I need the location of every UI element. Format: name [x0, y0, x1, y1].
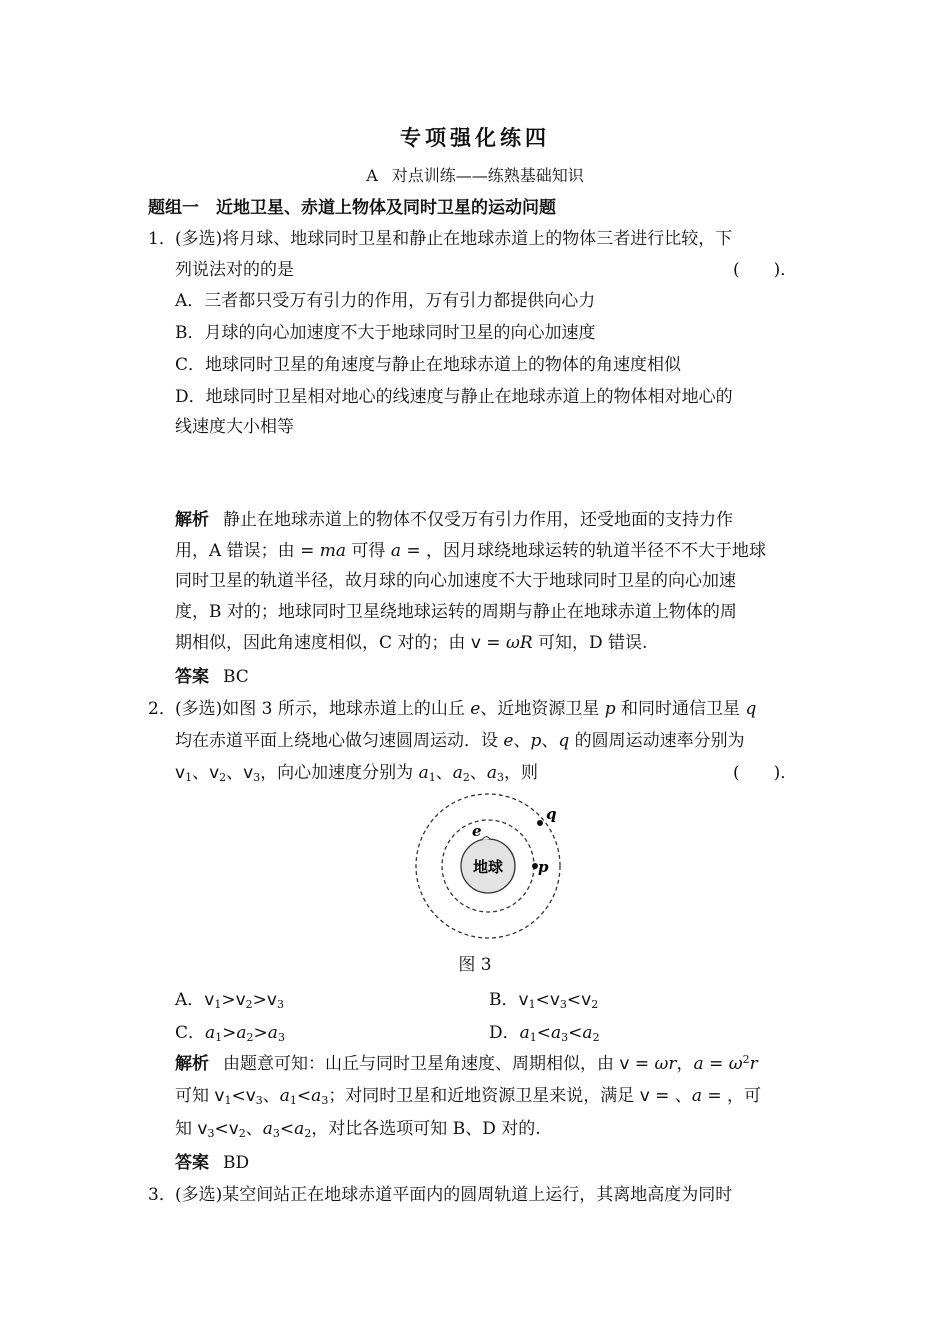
q2-text2d: 的圆周运动速率分别为 — [569, 731, 745, 751]
q1-analysis-text5b: = — [480, 633, 506, 653]
q2-option-a — [175, 985, 284, 1011]
figure-3-orbits — [400, 790, 580, 940]
e-label: e — [472, 822, 482, 840]
q1-line1: (多选)将月球、地球同时卫星和静止在地球赤道上的物体三者进行比较，下 — [175, 229, 733, 249]
sub-2: 2 — [462, 771, 470, 784]
eq: = — [703, 1054, 729, 1074]
v-symbol: v — [228, 1119, 239, 1139]
opt-label: C． — [175, 1023, 206, 1043]
r: r — [668, 1054, 677, 1074]
section-heading — [0, 163, 950, 186]
q2-an2c: = 、 — [649, 1086, 692, 1106]
v-symbol: v — [209, 763, 220, 783]
q1-analysis-text2c: = ，因月球绕地球运转的轨道半径不不大于地球 — [400, 541, 767, 561]
earth-label: 地球 — [472, 858, 504, 876]
v-symbol: v — [175, 763, 186, 783]
q2-analysis-line3 — [175, 1114, 541, 1140]
q1-option-b: B．月球的向心加速度不大于地球同时卫星的向心加速度 — [175, 323, 596, 343]
q2-an3b: ，对比各选项可知 B、D 对的. — [311, 1119, 541, 1139]
a-symbol: a — [205, 1023, 216, 1043]
sq: 2 — [742, 1053, 750, 1066]
lt: < — [568, 1023, 583, 1043]
a-symbol: a — [279, 1086, 290, 1106]
opt-label: B． — [489, 990, 519, 1010]
a-symbol: a — [486, 763, 498, 783]
sub-1: 1 — [289, 1094, 297, 1107]
q2-analysis-line2 — [175, 1081, 761, 1107]
lt: < — [231, 1086, 246, 1106]
v-symbol: v — [243, 763, 254, 783]
lt: < — [536, 1023, 552, 1043]
a-symbol: a — [452, 763, 463, 783]
q2-answer-label: 答案 — [175, 1153, 209, 1173]
q1-option-c: C．地球同时卫星的角速度与静止在地球赤道上的物体的角速度相似 — [175, 355, 682, 375]
sub-1: 1 — [214, 998, 222, 1011]
q1-analysis-line1 — [175, 505, 733, 530]
sep: 、 — [245, 1119, 263, 1139]
opt-label: A． — [175, 990, 205, 1010]
sub-1: 1 — [528, 998, 536, 1011]
q1-analysis-line5 — [175, 628, 647, 653]
q1-analysis-omega-r: ωR — [505, 633, 533, 653]
sub-1: 1 — [428, 771, 436, 784]
figure-caption: 图 3 — [458, 955, 492, 975]
q2-q: q — [745, 699, 757, 719]
q2-analysis-line1 — [175, 1049, 758, 1074]
q2-option-d — [489, 1018, 600, 1044]
sub-3: 3 — [321, 1094, 329, 1107]
q1-option-a: A．三者都只受万有引力的作用，万有引力都提供向心力 — [175, 291, 596, 311]
section-letter: A — [366, 166, 378, 185]
q2-e2: e — [503, 731, 514, 751]
q2-p2: p — [530, 731, 542, 751]
v-symbol: v — [235, 990, 246, 1010]
q1-line2: 列说法对的的是 — [175, 260, 294, 280]
q1-analysis-a: a — [390, 541, 401, 561]
q-label: q — [546, 805, 557, 823]
gt: > — [221, 990, 236, 1010]
sep: 、 — [469, 763, 487, 783]
q1-analysis-text2a: 用，A 错误；由 = — [175, 541, 320, 561]
q2-option-c — [175, 1018, 285, 1044]
q2-an2d: = ，可 — [701, 1086, 762, 1106]
a-symbol: a — [418, 763, 429, 783]
omega: ω — [728, 1054, 743, 1074]
q3-line1: (多选)某空间站正在地球赤道平面内的圆周轨道上运行，其离地高度为同时 — [175, 1185, 733, 1205]
q2-answer-value: BD — [223, 1153, 250, 1173]
v-symbol: v — [639, 1086, 650, 1106]
a-symbol: a — [311, 1086, 322, 1106]
sub-3: 3 — [253, 771, 261, 784]
q2-text3mid: ，向心加速度分别为 — [260, 763, 419, 783]
q2-text2b: 、 — [513, 731, 531, 751]
q2-e: e — [470, 699, 481, 719]
lt: < — [279, 1119, 295, 1139]
sub-3: 3 — [207, 1127, 215, 1140]
lt: < — [566, 990, 582, 1010]
q2-text1a: (多选)如图 3 所示，地球赤道上的山丘 — [175, 699, 471, 719]
q2-an1a: 由题意可知：山丘与同时卫星角速度、周期相似，由 — [223, 1054, 620, 1074]
sub-3: 3 — [272, 1127, 280, 1140]
group-title: 题组一 近地卫星、赤道上物体及同时卫星的运动问题 — [148, 198, 556, 218]
sep: 、 — [435, 763, 453, 783]
v-symbol: v — [266, 990, 277, 1010]
q1-analysis-text5c: 可知，D 错误. — [532, 633, 648, 653]
section-title: 对点训练——练熟基础知识 — [391, 166, 584, 185]
v-symbol: v — [197, 1119, 208, 1139]
a-symbol: a — [691, 1086, 702, 1106]
sub-3: 3 — [497, 771, 505, 784]
sub-2: 2 — [591, 998, 599, 1011]
a-symbol: a — [236, 1023, 247, 1043]
sub-1: 1 — [185, 771, 193, 784]
sub-1: 1 — [215, 1031, 223, 1044]
sep: 、 — [192, 763, 210, 783]
q1-number: 1． — [148, 229, 176, 249]
q2-p: p — [604, 699, 616, 719]
a-symbol: a — [262, 1119, 273, 1139]
sub-2: 2 — [246, 1031, 254, 1044]
a-symbol: a — [693, 1054, 704, 1074]
satellite-q — [537, 820, 543, 826]
q2-text2c: 、 — [541, 731, 559, 751]
q1-analysis-text5a: 期相似，因此角速度相似，C 对的；由 — [175, 633, 471, 653]
q2-an2a: 可知 — [175, 1086, 215, 1106]
q2-an3a: 知 — [175, 1119, 198, 1139]
q2-line2 — [175, 726, 745, 751]
q2-line3 — [175, 758, 538, 784]
q1-analysis-line4: 度，B 对的；地球同时卫星绕地球运转的周期与静止在地球赤道上物体的周 — [175, 602, 737, 622]
q2-number: 2． — [148, 699, 176, 719]
q2-text2a: 均在赤道平面上绕地心做匀速圆周运动．设 — [175, 731, 504, 751]
sep: 、 — [226, 763, 244, 783]
sub-2: 2 — [304, 1127, 312, 1140]
gt: > — [253, 1023, 268, 1043]
gt: > — [252, 990, 267, 1010]
lt: < — [535, 990, 550, 1010]
comma: ， — [676, 1054, 694, 1074]
sep: 、 — [262, 1086, 280, 1106]
q2-text1b: 、近地资源卫星 — [480, 699, 605, 719]
q1-analysis-v: v — [470, 633, 481, 653]
q2-q2: q — [558, 731, 570, 751]
sub-1: 1 — [224, 1094, 232, 1107]
q2-answer-bracket: ( )． — [733, 763, 798, 783]
sub-3: 3 — [276, 998, 284, 1011]
lt: < — [296, 1086, 312, 1106]
q1-analysis-ma: ma — [319, 541, 346, 561]
eq: = — [629, 1054, 655, 1074]
sub-1: 1 — [529, 1031, 537, 1044]
q1-answer-value: BC — [223, 667, 249, 687]
v-symbol: v — [214, 1086, 225, 1106]
q2-an2b: ；对同时卫星和近地资源卫星来说，满足 — [328, 1086, 640, 1106]
q1-analysis-line3: 同时卫星的轨道半径，故月球的向心加速度不大于地球同时卫星的向心加速 — [175, 571, 736, 591]
lt: < — [214, 1119, 229, 1139]
q1-analysis-text2b: 可得 — [346, 541, 391, 561]
v-symbol: v — [245, 1086, 256, 1106]
sub-3: 3 — [277, 1031, 285, 1044]
q2-text3end: ，则 — [504, 763, 539, 783]
q2-analysis-label: 解析 — [175, 1054, 209, 1074]
a-symbol: a — [519, 1023, 530, 1043]
q2-option-b — [489, 985, 598, 1011]
r: r — [749, 1054, 758, 1074]
a-symbol: a — [551, 1023, 562, 1043]
a-symbol: a — [582, 1023, 593, 1043]
opt-label: D． — [489, 1023, 520, 1043]
sub-2: 2 — [238, 1127, 246, 1140]
sub-3: 3 — [255, 1094, 263, 1107]
sub-2: 2 — [592, 1031, 600, 1044]
v-symbol: v — [619, 1054, 630, 1074]
q1-option-d-line1: D．地球同时卫星相对地心的线速度与静止在地球赤道上的物体相对地心的 — [175, 387, 733, 407]
sub-2: 2 — [219, 771, 227, 784]
v-symbol: v — [518, 990, 529, 1010]
v-symbol: v — [204, 990, 215, 1010]
page-title: 专项强化练四 — [400, 125, 550, 150]
sub-3: 3 — [559, 998, 567, 1011]
omega: ω — [654, 1054, 669, 1074]
q1-analysis-line2 — [175, 536, 766, 561]
p-label: p — [538, 858, 549, 876]
v-symbol: v — [549, 990, 560, 1010]
gt: > — [222, 1023, 237, 1043]
q1-answer — [175, 662, 249, 687]
q2-line1 — [175, 694, 756, 719]
q1-analysis-text1: 静止在地球赤道上的物体不仅受万有引力作用，还受地面的支持力作 — [223, 510, 733, 530]
q1-option-d-line2: 线速度大小相等 — [175, 417, 294, 437]
a-symbol: a — [267, 1023, 278, 1043]
q1-answer-label: 答案 — [175, 667, 209, 687]
q2-text1c: 和同时通信卫星 — [615, 699, 746, 719]
q1-analysis-label: 解析 — [175, 510, 209, 530]
q2-answer — [175, 1148, 249, 1173]
sub-2: 2 — [245, 998, 253, 1011]
v-symbol: v — [581, 990, 592, 1010]
a-symbol: a — [294, 1119, 305, 1139]
q3-number: 3． — [148, 1185, 176, 1205]
sub-3: 3 — [561, 1031, 569, 1044]
q1-answer-bracket: ( )． — [733, 260, 798, 280]
